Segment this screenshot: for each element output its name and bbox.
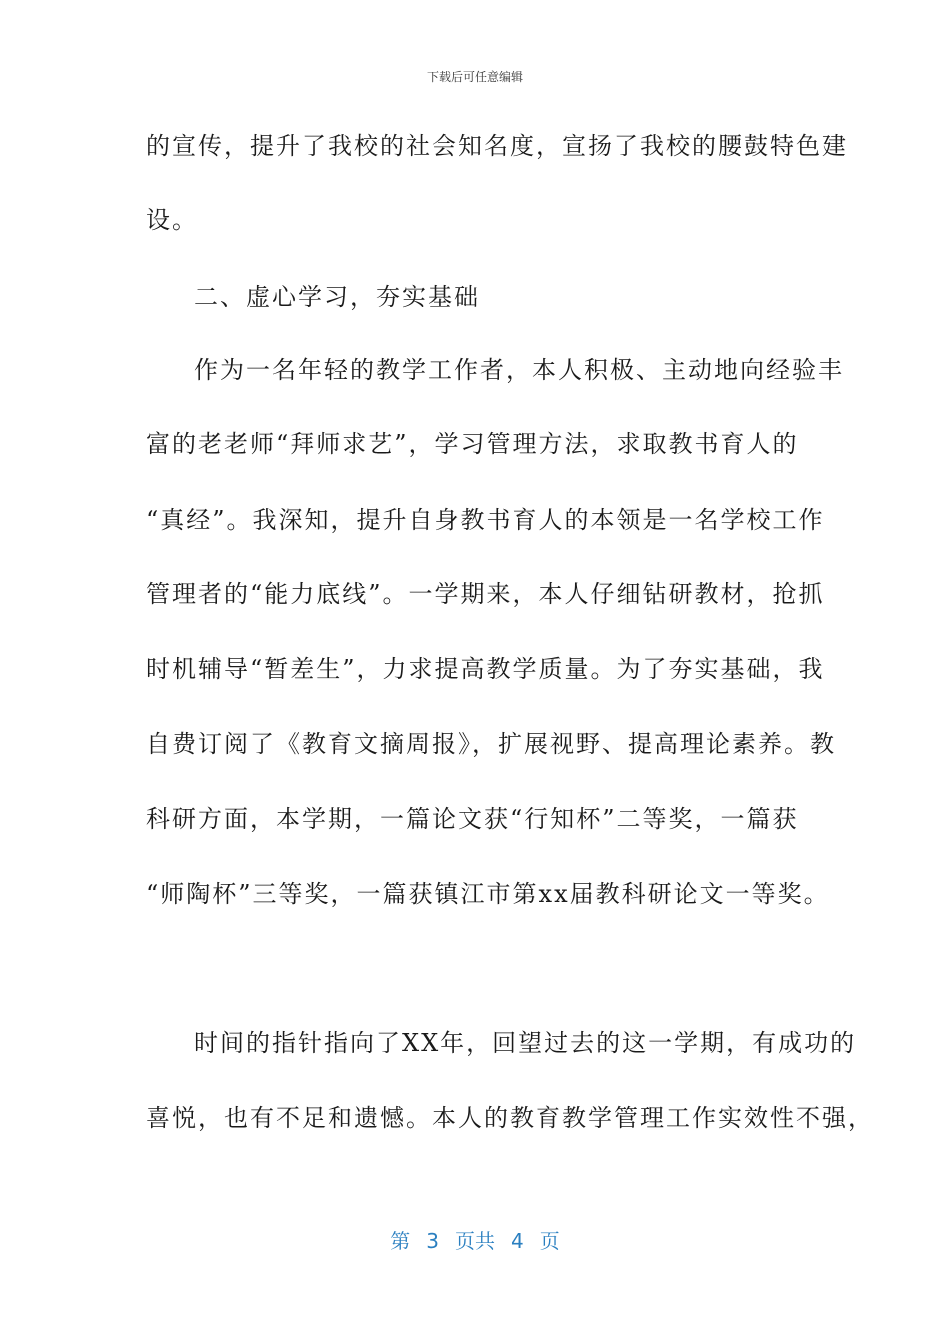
text-line: 喜悦，也有不足和遗憾。本人的教育教学管理工作实效性不强， [146,1104,874,1132]
section-heading: 二、虚心学习，夯实基础 [194,283,480,311]
text-line: 的宣传，提升了我校的社会知名度，宣扬了我校的腰鼓特色建 [146,132,848,160]
page-suffix: 页 [539,1229,560,1253]
text-line: 管理者的“能力底线”。一学期来，本人仔细钻研教材，抢抓 [146,580,825,608]
text-line: 富的老老师“拜师求艺”，学习管理方法，求取教书育人的 [146,430,799,458]
text-line: “真经”。我深知，提升自身教书育人的本领是一名学校工作 [146,506,825,534]
text-line: 时机辅导“暂差生”，力求提高教学质量。为了夯实基础，我 [146,655,825,683]
page-number [0,1225,950,1254]
text-line: “师陶杯”三等奖，一篇获镇江市第xx届教科研论文一等奖。 [146,880,830,908]
page-prefix: 第 [390,1229,411,1253]
text-line: 科研方面，本学期，一篇论文获“行知杯”二等奖，一篇获 [146,805,799,833]
page-total: 4 [511,1229,524,1253]
text-line: 时间的指针指向了XX年，回望过去的这一学期，有成功的 [194,1029,857,1057]
page-current: 3 [426,1229,439,1253]
text-line: 设。 [146,206,198,234]
header-note: 下载后可任意编辑 [426,70,523,84]
page-middle: 页共 [455,1229,495,1253]
text-line: 自费订阅了《教育文摘周报》，扩展视野、提高理论素养。教 [146,730,836,758]
text-line: 作为一名年轻的教学工作者，本人积极、主动地向经验丰 [194,356,844,384]
